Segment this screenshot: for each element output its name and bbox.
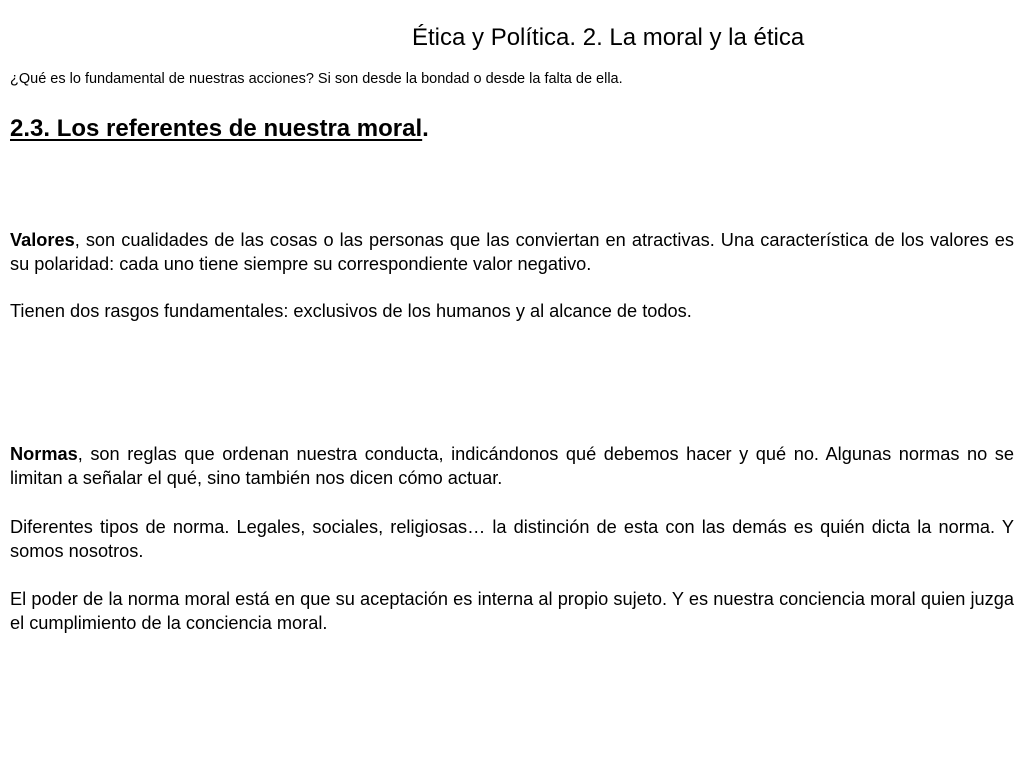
normas-term: Normas bbox=[10, 444, 78, 464]
valores-traits-paragraph: Tienen dos rasgos fundamentales: exclusivos de los humanos y al alcance de todos. bbox=[10, 301, 692, 321]
valores-definition: , son cualidades de las cosas o las personas que las conviertan en atractivas. Una característica de los valores es su polaridad: cada uno tiene siempre su correspondiente valor negativo. bbox=[10, 230, 1014, 274]
section-heading-text: 2.3. Los referentes de nuestra moral bbox=[10, 115, 423, 142]
valores-term: Valores bbox=[10, 230, 75, 250]
section-heading-period: . bbox=[422, 115, 429, 142]
normas-definition-paragraph bbox=[10, 442, 1014, 490]
section-heading bbox=[10, 114, 429, 144]
normas-definition: , son reglas que ordenan nuestra conducta, indicándonos qué debemos hacer y qué no. Algunas normas no se limitan a señalar el qué, sino también nos dicen cómo actuar. bbox=[10, 444, 1014, 488]
normas-types-paragraph: Diferentes tipos de norma. Legales, sociales, religiosas… la distinción de esta con las demás es quién dicta la norma. Y somos nosotros. bbox=[10, 517, 1014, 561]
slide-title: Ética y Política. 2. La moral y la ética bbox=[412, 24, 805, 51]
valores-definition-paragraph bbox=[10, 228, 1014, 276]
slide-subtitle: ¿Qué es lo fundamental de nuestras acciones? Si son desde la bondad o desde la falta de ella. bbox=[10, 71, 623, 87]
normas-power-paragraph: El poder de la norma moral está en que su aceptación es interna al propio sujeto. Y es nuestra conciencia moral quien juzga el cumplimiento de la conciencia moral. bbox=[10, 589, 1014, 633]
